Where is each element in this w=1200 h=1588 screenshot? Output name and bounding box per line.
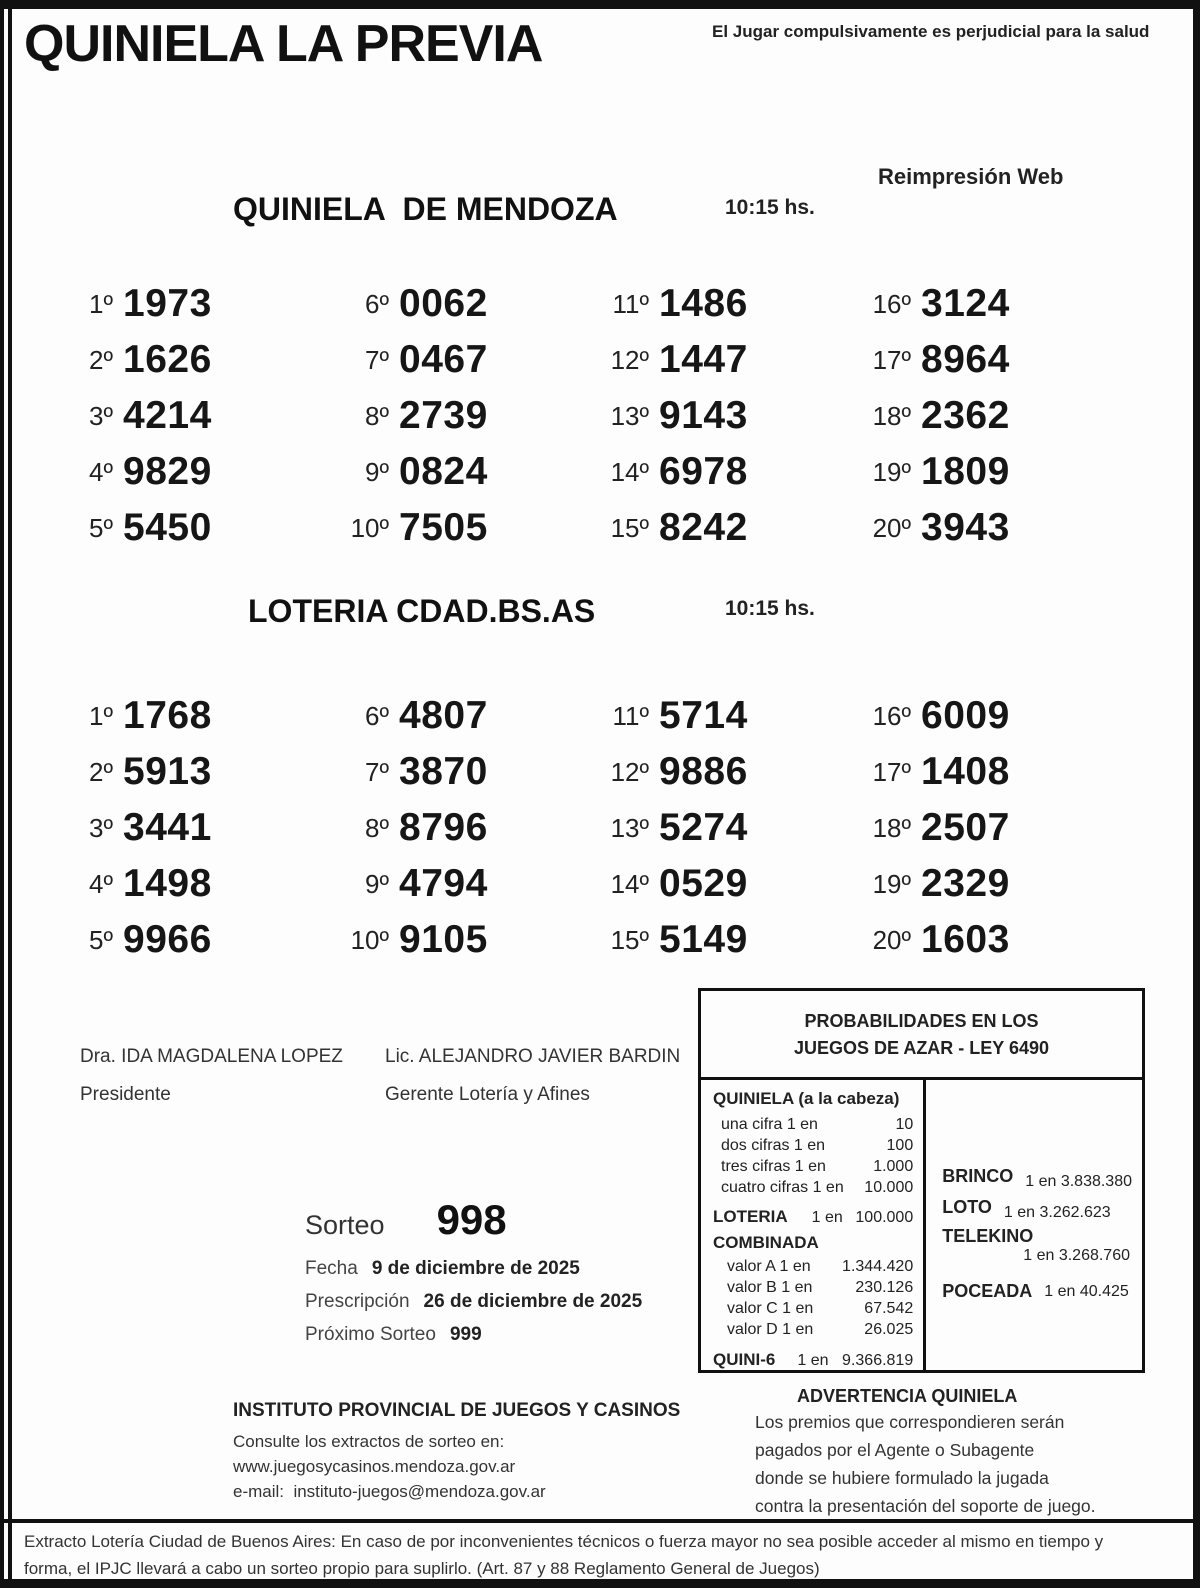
result-cell [331,332,591,388]
result-cell [55,912,331,968]
result-number: 5450 [123,506,212,549]
result-place: 19º [872,868,911,899]
result-number: 5149 [659,918,748,961]
result-number: 1768 [123,694,212,737]
result-cell [853,444,1109,500]
poceada-value: 1 en 40.425 [1044,1283,1129,1300]
result-cell [55,332,331,388]
frame-border-left-outer [0,0,4,1588]
loto-odds-row [942,1197,1132,1222]
sorteo-label: Sorteo [305,1210,385,1240]
advertencia-line: Los premios que correspondieren serán [755,1412,1065,1432]
result-cell [331,388,591,444]
advertencia-title: ADVERTENCIA QUINIELA [797,1386,1018,1406]
footer-line: Extracto Lotería Ciudad de Buenos Aires: En caso de por inconvenientes técnicos o fuerza mayor no sea posible acceder al mismo en tiempo y [24,1532,1104,1551]
result-place: 4º [89,456,113,487]
result-number: 5274 [659,806,748,849]
sorteo-number: 998 [436,1196,507,1243]
bsas-results-grid [55,688,1115,968]
quiniela-odds-header: QUINIELA (a la cabeza) [713,1089,900,1108]
brinco-odds-row [942,1166,1132,1191]
result-place: 12º [610,756,649,787]
quini6-odds-row [713,1349,913,1371]
result-number: 4214 [123,394,212,437]
result-cell [591,332,853,388]
result-cell [55,388,331,444]
result-cell [331,444,591,500]
result-number: 2329 [921,862,1010,905]
prescripcion-value: 26 de diciembre de 2025 [423,1291,643,1312]
result-number: 0824 [399,450,488,493]
odds-label: valor D 1 en [727,1321,814,1338]
result-place: 8º [365,812,389,843]
odds-label: valor C 1 en [727,1300,814,1317]
result-place: 2º [89,344,113,375]
result-place: 20º [872,924,911,955]
institute-line: e-mail: instituto-juegos@mendoza.gov.ar [233,1482,546,1501]
quini6-label: QUINI-6 [713,1350,776,1369]
result-number: 3441 [123,806,212,849]
result-place: 6º [365,288,389,319]
result-number: 6009 [921,694,1010,737]
probabilities-title-line1: PROBABILIDADES EN LOS [804,1011,1039,1031]
result-place: 11º [612,700,649,731]
result-place: 3º [89,812,113,843]
odds-row [727,1277,913,1298]
result-place: 14º [610,456,649,487]
result-number: 1809 [921,450,1010,493]
result-place: 15º [610,512,649,543]
footer-legal-text [24,1528,1174,1582]
result-cell [55,500,331,556]
official-name: Lic. ALEJANDRO JAVIER BARDIN [385,1046,681,1067]
odds-value: 100 [886,1137,914,1154]
result-number: 9105 [399,918,488,961]
loteria-odds-mid: 1 en [811,1209,843,1226]
result-place: 9º [365,456,389,487]
odds-row [721,1156,913,1177]
result-place: 11º [612,288,649,319]
result-place: 1º [89,288,113,319]
proximo-sorteo-label: Próximo Sorteo [305,1324,436,1345]
odds-value: 1.000 [873,1158,914,1175]
result-place: 15º [610,924,649,955]
fecha-label: Fecha [305,1258,358,1279]
official-president [80,1046,343,1106]
footer-line: forma, el IPJC llevará a cabo un sorteo propio para suplirlo. (Art. 87 y 88 Reglamento General de Juegos) [24,1559,820,1578]
result-cell [331,800,591,856]
odds-label: tres cifras 1 en [721,1158,826,1175]
odds-label: dos cifras 1 en [721,1137,826,1154]
result-place: 18º [872,812,911,843]
prescripcion-label: Prescripción [305,1291,410,1312]
result-cell [591,500,853,556]
result-cell [55,444,331,500]
result-number: 5714 [659,694,748,737]
result-cell [853,856,1109,912]
result-cell [55,688,331,744]
institute-line: www.juegosycasinos.mendoza.gov.ar [233,1457,516,1476]
advertencia-line: pagados por el Agente o Subagente [755,1440,1035,1460]
result-place: 5º [89,512,113,543]
result-number: 1408 [921,750,1010,793]
result-number: 0529 [659,862,748,905]
odds-row [721,1177,913,1198]
odds-value: 10 [895,1116,914,1133]
result-place: 16º [872,288,911,319]
draw-info-block [305,1196,725,1346]
result-number: 1498 [123,862,212,905]
proximo-sorteo-value: 999 [449,1324,482,1345]
result-number: 0467 [399,338,488,381]
mendoza-results-grid [55,276,1115,556]
result-cell [591,744,853,800]
quiniela-odds-rows [713,1114,913,1198]
odds-label: valor B 1 en [727,1279,813,1296]
result-number: 9143 [659,394,748,437]
result-number: 3124 [921,282,1010,325]
result-number: 5913 [123,750,212,793]
result-number: 4807 [399,694,488,737]
odds-value: 67.542 [864,1300,914,1317]
loto-label: LOTO [942,1197,992,1217]
institute-block [233,1400,680,1504]
result-cell [591,912,853,968]
result-cell [853,912,1109,968]
probabilities-title-line2: JUEGOS DE AZAR - LEY 6490 [793,1038,1050,1058]
result-place: 1º [89,700,113,731]
result-cell [853,688,1109,744]
result-place: 3º [89,400,113,431]
official-manager [385,1046,680,1106]
result-number: 2362 [921,394,1010,437]
odds-value: 26.025 [864,1321,914,1338]
result-place: 13º [610,400,649,431]
poceada-odds-row [942,1281,1132,1302]
loteria-odds-row [713,1206,913,1228]
advertencia-line: contra la presentación del soporte de juego. [755,1496,1096,1516]
loteria-odds-value: 100.000 [855,1209,914,1226]
odds-label: valor A 1 en [727,1258,811,1275]
combinada-rows [713,1256,913,1340]
probabilities-right-column [926,1080,1142,1370]
health-warning-text: El Jugar compulsivamente es perjudicial para la salud [712,22,1150,41]
result-number: 3870 [399,750,488,793]
frame-border-left-inner [8,0,12,1588]
result-place: 2º [89,756,113,787]
institute-name: INSTITUTO PROVINCIAL DE JUEGOS Y CASINOS [233,1400,681,1421]
result-place: 17º [872,756,911,787]
advertencia-text [755,1408,1155,1520]
result-place: 13º [610,812,649,843]
probabilities-title [701,991,1142,1080]
brinco-label: BRINCO [942,1166,1014,1186]
result-cell [331,912,591,968]
institute-line: Consulte los extractos de sorteo en: [233,1432,505,1451]
result-place: 10º [350,512,389,543]
frame-border-right [1193,0,1200,1588]
odds-label: una cifra 1 en [721,1116,818,1133]
result-cell [331,744,591,800]
section-time-bsas: 10:15 hs. [725,597,815,620]
advertencia-line: donde se hubiere formulado la jugada [755,1468,1049,1488]
probabilities-box [698,988,1145,1373]
official-role: Presidente [80,1084,171,1105]
result-cell [55,276,331,332]
result-number: 8964 [921,338,1010,381]
result-place: 5º [89,924,113,955]
section-title-bsas: LOTERIA CDAD.BS.AS [248,593,596,629]
result-cell [55,800,331,856]
result-place: 10º [350,924,389,955]
section-time-mendoza: 10:15 hs. [725,196,815,219]
odds-label: cuatro cifras 1 en [721,1179,844,1196]
result-number: 2507 [921,806,1010,849]
result-cell [55,744,331,800]
fecha-value: 9 de diciembre de 2025 [371,1258,580,1279]
odds-row [721,1114,913,1135]
result-cell [591,800,853,856]
poceada-label: POCEADA [942,1281,1033,1301]
official-role: Gerente Lotería y Afines [385,1084,590,1105]
result-number: 3943 [921,506,1010,549]
quini6-mid: 1 en [797,1352,829,1369]
result-number: 9829 [123,450,212,493]
probabilities-left-column [701,1080,926,1370]
result-cell [331,276,591,332]
result-place: 17º [872,344,911,375]
result-place: 12º [610,344,649,375]
result-cell [591,444,853,500]
odds-row [727,1256,913,1277]
result-place: 16º [872,700,911,731]
odds-row [721,1135,913,1156]
result-number: 8796 [399,806,488,849]
odds-value: 230.126 [855,1279,914,1296]
loto-value: 1 en 3.262.623 [1003,1204,1111,1221]
result-cell [591,276,853,332]
result-place: 9º [365,868,389,899]
result-number: 2739 [399,394,488,437]
result-cell [591,388,853,444]
result-cell [331,856,591,912]
odds-row [727,1319,913,1340]
result-place: 20º [872,512,911,543]
result-cell [591,688,853,744]
result-cell [853,332,1109,388]
odds-value: 1.344.420 [842,1258,914,1275]
result-cell [853,800,1109,856]
quini6-value: 9.366.819 [842,1352,914,1369]
brinco-value: 1 en 3.838.380 [1025,1173,1132,1190]
result-cell [853,500,1109,556]
result-number: 1973 [123,282,212,325]
result-number: 1447 [659,338,748,381]
institute-contact-lines [233,1429,680,1504]
result-place: 7º [365,756,389,787]
section-title-mendoza: QUINIELA DE MENDOZA [233,191,618,227]
reprint-web-label: Reimpresión Web [878,164,1064,189]
result-place: 18º [872,400,911,431]
official-name: Dra. IDA MAGDALENA LOPEZ [80,1046,343,1067]
result-cell [331,688,591,744]
combinada-header: COMBINADA [713,1233,819,1252]
result-cell [591,856,853,912]
result-number: 1486 [659,282,748,325]
result-number: 6978 [659,450,748,493]
result-cell [853,388,1109,444]
page-title: QUINIELA LA PREVIA [24,15,543,73]
result-place: 6º [365,700,389,731]
odds-value: 10.000 [864,1179,914,1196]
telekino-label: TELEKINO [942,1226,1034,1246]
loteria-odds-label: LOTERIA [713,1207,788,1226]
result-cell [853,276,1109,332]
result-cell [853,744,1109,800]
result-cell [331,500,591,556]
result-number: 1603 [921,918,1010,961]
odds-row [727,1298,913,1319]
result-cell [55,856,331,912]
telekino-value: 1 en 3.268.760 [1023,1247,1130,1264]
frame-border-top [0,0,1200,9]
result-number: 7505 [399,506,488,549]
result-number: 9886 [659,750,748,793]
result-place: 19º [872,456,911,487]
telekino-odds-row [942,1226,1132,1247]
result-number: 0062 [399,282,488,325]
result-place: 4º [89,868,113,899]
result-number: 9966 [123,918,212,961]
result-place: 8º [365,400,389,431]
result-number: 4794 [399,862,488,905]
result-number: 1626 [123,338,212,381]
result-place: 7º [365,344,389,375]
result-place: 14º [610,868,649,899]
result-number: 8242 [659,506,748,549]
